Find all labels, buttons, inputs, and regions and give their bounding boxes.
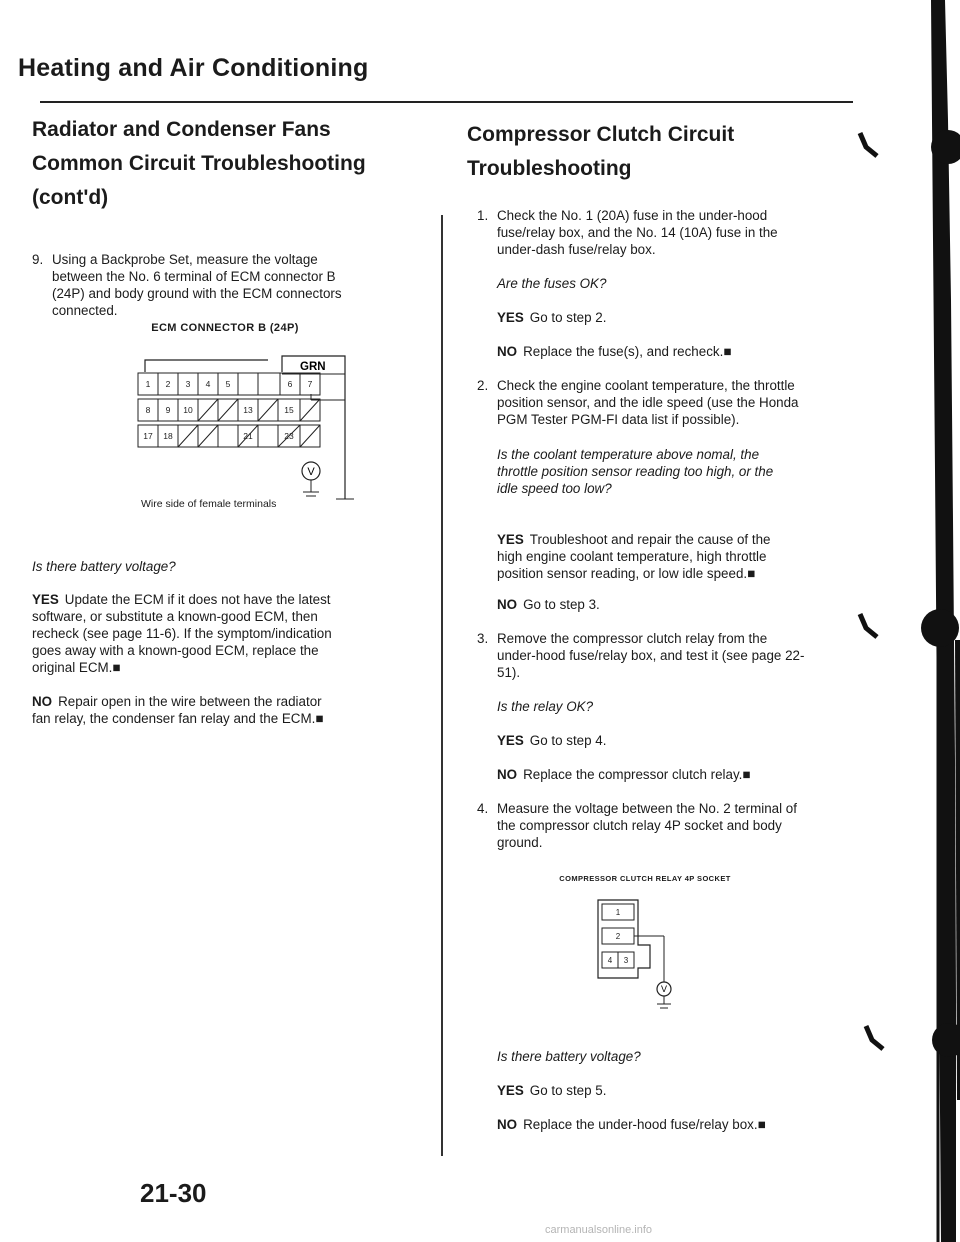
step-line: PGM Tester PGM-FI data list if possible). bbox=[497, 412, 740, 427]
terminal-label: 6 bbox=[287, 379, 293, 389]
step3-question: Is the relay OK? bbox=[497, 699, 594, 714]
no-label: NO bbox=[497, 344, 518, 359]
answer-line: Update the ECM if it does not have the latest bbox=[64, 592, 331, 607]
terminal-label: 1 bbox=[145, 379, 151, 389]
socket-terminal-label: 2 bbox=[615, 932, 621, 941]
left-yes-answer bbox=[32, 591, 427, 676]
right-step-3 bbox=[477, 630, 852, 681]
answer-text: Go to step 2. bbox=[529, 310, 607, 325]
answer-line: Troubleshoot and repair the cause of the bbox=[529, 532, 771, 547]
step3-yes bbox=[497, 732, 606, 749]
answer-text: Go to step 3. bbox=[523, 597, 600, 612]
step-line: under-hood fuse/relay box, and test it (see page 22- bbox=[497, 648, 805, 663]
question-line: idle speed too low? bbox=[497, 481, 612, 496]
terminal-label: 4 bbox=[205, 379, 211, 389]
left-heading-line-2: Common Circuit Troubleshooting bbox=[32, 152, 366, 175]
step2-no bbox=[497, 596, 600, 613]
right-heading-line-2: Troubleshooting bbox=[467, 157, 632, 180]
step-line: Check the No. 1 (20A) fuse in the under-hood bbox=[497, 208, 768, 223]
yes-label: YES bbox=[497, 1083, 524, 1098]
answer-text: Go to step 4. bbox=[529, 733, 607, 748]
terminal-label: 9 bbox=[165, 405, 171, 415]
answer-line: high engine coolant temperature, high throttle bbox=[497, 549, 767, 564]
step-line: connected. bbox=[52, 303, 118, 318]
terminal-label: 15 bbox=[284, 405, 294, 415]
yes-label: YES bbox=[497, 733, 524, 748]
step3-no bbox=[497, 766, 751, 783]
left-heading-line-3: (cont'd) bbox=[32, 186, 109, 209]
answer-line: position sensor reading, or low idle speed.■ bbox=[497, 566, 756, 581]
answer-line: original ECM.■ bbox=[32, 660, 121, 675]
answer-line: recheck (see page 11-6). If the symptom/indication bbox=[32, 626, 332, 641]
step4-yes bbox=[497, 1082, 606, 1099]
yes-label: YES bbox=[497, 310, 524, 325]
question-line: Is the coolant temperature above nomal, the bbox=[497, 447, 760, 462]
page-title: Heating and Air Conditioning bbox=[18, 54, 369, 82]
step-line: Check the engine coolant temperature, the throttle bbox=[497, 378, 795, 393]
step-number: 3. bbox=[477, 631, 489, 646]
answer-line: goes away with a known-good ECM, replace the bbox=[32, 643, 319, 658]
ecm-connector-diagram bbox=[130, 344, 380, 504]
relay-socket-diagram bbox=[588, 890, 698, 1012]
yes-label: YES bbox=[497, 532, 524, 547]
left-step-9 bbox=[32, 251, 422, 319]
step2-question bbox=[497, 446, 773, 497]
answer-text: Go to step 5. bbox=[529, 1083, 607, 1098]
column-divider bbox=[441, 215, 443, 1156]
left-question: Is there battery voltage? bbox=[32, 559, 176, 574]
step-line: Using a Backprobe Set, measure the voltage bbox=[52, 252, 318, 267]
step2-yes bbox=[497, 531, 852, 582]
right-section-heading bbox=[467, 118, 734, 186]
step-line: (24P) and body ground with the ECM connectors bbox=[52, 286, 342, 301]
step1-question: Are the fuses OK? bbox=[497, 276, 607, 291]
step-line: fuse/relay box, and the No. 14 (10A) fuse in the bbox=[497, 225, 778, 240]
no-label: NO bbox=[497, 1117, 518, 1132]
left-section-heading bbox=[32, 113, 366, 215]
socket-terminal-label: 1 bbox=[615, 908, 621, 917]
step-line: ground. bbox=[497, 835, 543, 850]
wire-side-note: Wire side of female terminals bbox=[141, 498, 277, 510]
terminal-label: 18 bbox=[163, 431, 173, 441]
relay-socket-caption: COMPRESSOR CLUTCH RELAY 4P SOCKET bbox=[559, 874, 731, 883]
terminal-label: 10 bbox=[183, 405, 193, 415]
voltmeter-symbol: V bbox=[660, 984, 668, 994]
terminal-label: 21 bbox=[243, 431, 253, 441]
terminal-label: 23 bbox=[284, 431, 294, 441]
answer-text: Replace the under-hood fuse/relay box.■ bbox=[523, 1117, 766, 1132]
no-label: NO bbox=[497, 597, 518, 612]
no-label: NO bbox=[497, 767, 518, 782]
right-heading-line-1: Compressor Clutch Circuit bbox=[467, 123, 735, 146]
terminal-label: 13 bbox=[243, 405, 253, 415]
title-rule bbox=[40, 101, 853, 103]
answer-text: Replace the compressor clutch relay.■ bbox=[523, 767, 751, 782]
page-number: 21-30 bbox=[140, 1178, 207, 1208]
step4-no bbox=[497, 1116, 766, 1133]
answer-line: software, or substitute a known-good ECM, then bbox=[32, 609, 318, 624]
step1-yes bbox=[497, 309, 606, 326]
step-number: 1. bbox=[477, 208, 489, 223]
socket-terminal-label: 3 bbox=[623, 956, 629, 965]
step1-no bbox=[497, 343, 731, 360]
terminal-label: 17 bbox=[143, 431, 153, 441]
step-number: 2. bbox=[477, 378, 489, 393]
terminal-label: 7 bbox=[307, 379, 313, 389]
step-line: position sensor, and the idle speed (use the Honda bbox=[497, 395, 799, 410]
left-no-answer bbox=[32, 693, 427, 727]
question-line: throttle position sensor reading too high, or the bbox=[497, 464, 774, 479]
left-heading-line-1: Radiator and Condenser Fans bbox=[32, 118, 331, 141]
terminal-label: 2 bbox=[165, 379, 171, 389]
right-step-4 bbox=[477, 800, 852, 851]
answer-line: fan relay, the condenser fan relay and the ECM.■ bbox=[32, 711, 324, 726]
watermark: carmanualsonline.info bbox=[545, 1224, 653, 1236]
step-line: between the No. 6 terminal of ECM connector B bbox=[52, 269, 336, 284]
voltmeter-symbol: V bbox=[307, 466, 315, 478]
step-line: the compressor clutch relay 4P socket and body bbox=[497, 818, 782, 833]
ecm-connector-caption: ECM CONNECTOR B (24P) bbox=[151, 322, 299, 334]
step-number: 4. bbox=[477, 801, 489, 816]
yes-label: YES bbox=[32, 592, 59, 607]
answer-line: Repair open in the wire between the radiator bbox=[58, 694, 322, 709]
terminal-label: 5 bbox=[225, 379, 231, 389]
socket-terminal-label: 4 bbox=[607, 956, 613, 965]
answer-text: Replace the fuse(s), and recheck.■ bbox=[523, 344, 732, 359]
step-line: 51). bbox=[497, 665, 521, 680]
step-line: under-dash fuse/relay box. bbox=[497, 242, 656, 257]
no-label: NO bbox=[32, 694, 53, 709]
step-number: 9. bbox=[32, 252, 44, 267]
terminal-label: 8 bbox=[145, 405, 151, 415]
wire-color-label: GRN bbox=[300, 361, 326, 373]
right-step-1 bbox=[477, 207, 847, 258]
step4-question: Is there battery voltage? bbox=[497, 1049, 641, 1064]
terminal-label: 3 bbox=[185, 379, 191, 389]
step-line: Measure the voltage between the No. 2 terminal of bbox=[497, 801, 797, 816]
right-step-2 bbox=[477, 377, 852, 428]
step-line: Remove the compressor clutch relay from the bbox=[497, 631, 768, 646]
